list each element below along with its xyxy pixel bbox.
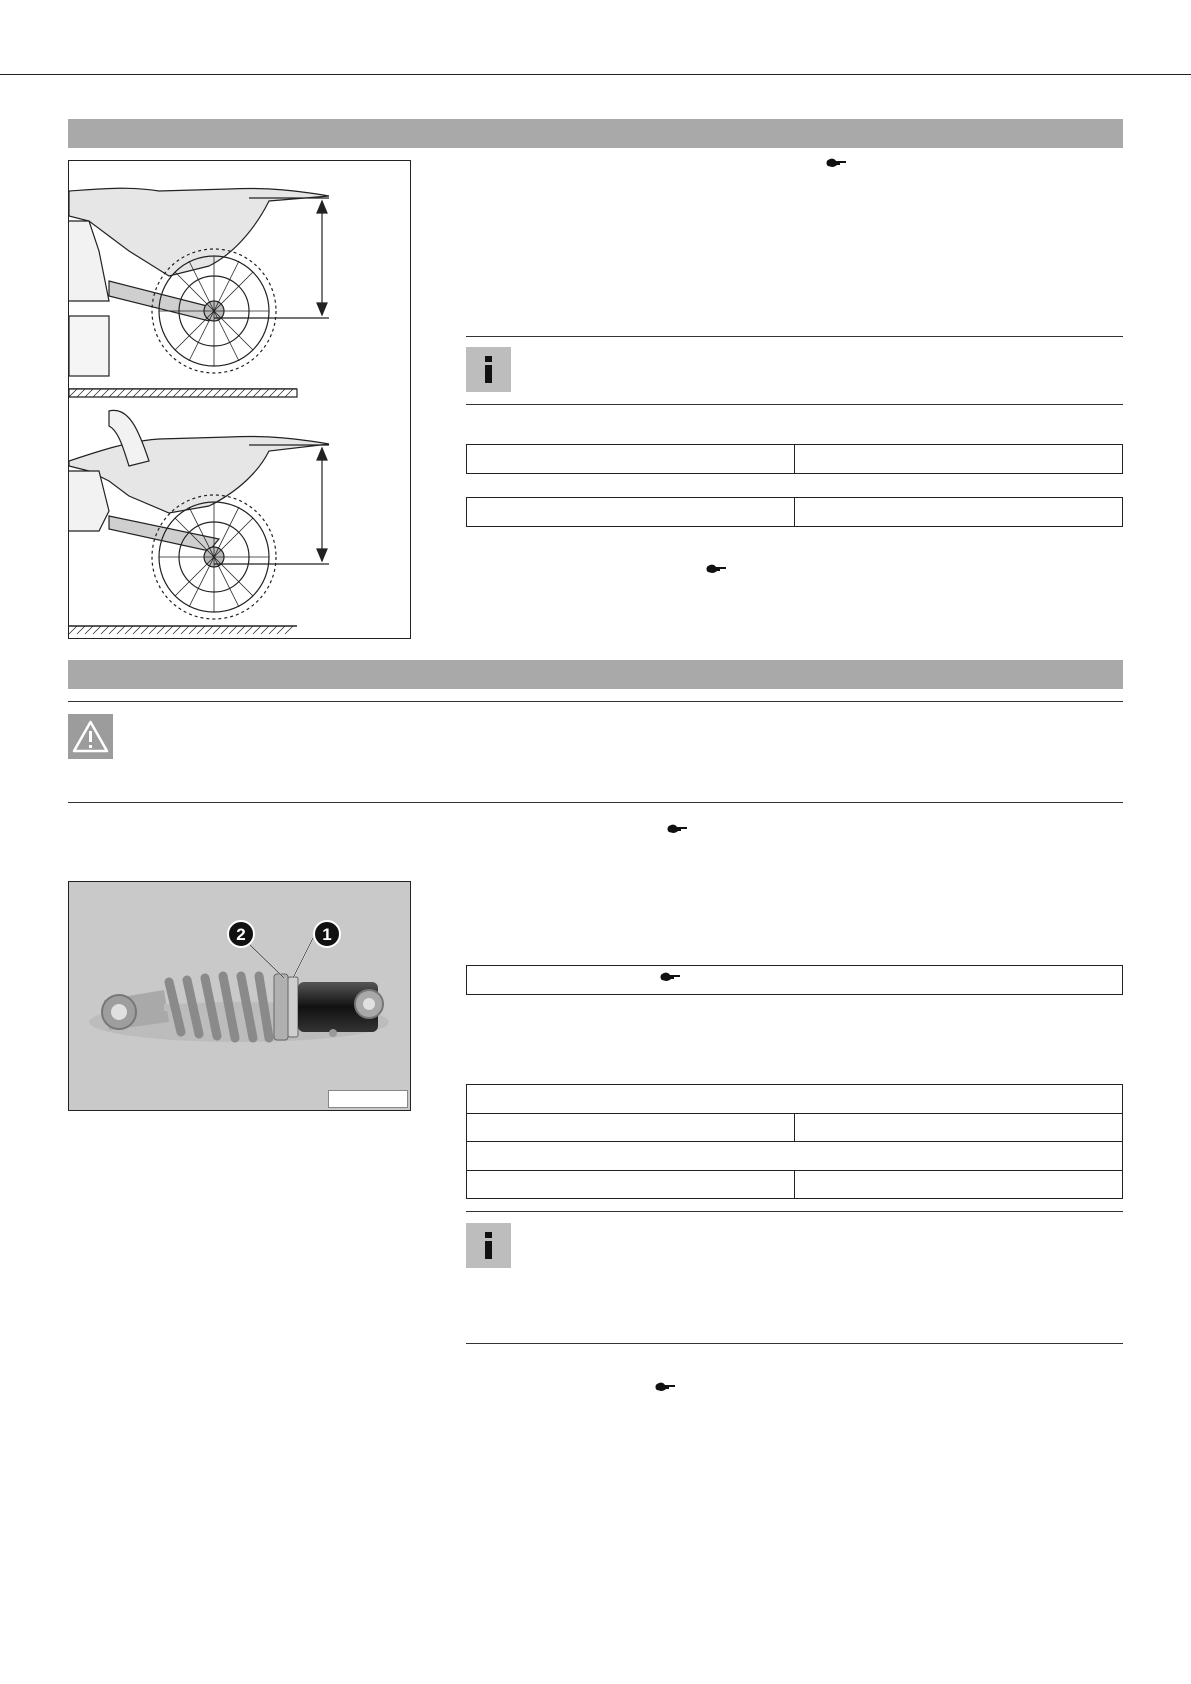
figure-id-label [328, 1090, 408, 1108]
table-row [467, 1170, 1122, 1199]
table-cell [467, 1114, 794, 1142]
table-cell [467, 445, 794, 473]
table-cell [794, 445, 1122, 473]
table-cell [467, 966, 1122, 994]
table-row [467, 498, 1122, 526]
info-top-rule [466, 336, 1123, 337]
spec-table [466, 497, 1123, 527]
callout-label-2: 2 [236, 925, 246, 944]
page-header-rule [0, 74, 1191, 75]
pointing-hand-icon [660, 971, 680, 983]
shock-absorber-image [69, 882, 410, 1110]
pointing-hand-icon [667, 823, 687, 835]
pointing-hand-icon [826, 157, 846, 169]
info-top-rule [466, 1211, 1123, 1212]
section-header-bar [68, 119, 1123, 148]
warning-triangle-icon [68, 714, 113, 759]
warning-top-rule [68, 701, 1123, 702]
table-cell [467, 1171, 794, 1199]
spec-table [466, 1084, 1123, 1199]
spec-table [466, 965, 1123, 995]
shock-absorber-photo [68, 881, 411, 1111]
table-row [467, 966, 1122, 994]
info-icon [466, 347, 511, 392]
pointing-hand-icon [655, 1381, 675, 1393]
table-row [467, 445, 1122, 473]
table-row [467, 1141, 1122, 1170]
spec-table [466, 444, 1123, 474]
table-cell [794, 1114, 1122, 1142]
info-icon [466, 1223, 511, 1268]
callout-label-1: 1 [322, 925, 332, 944]
table-row [467, 1085, 1122, 1113]
table-cell [794, 498, 1122, 526]
info-bottom-rule [466, 404, 1123, 405]
motorcycle-rear-drawing [69, 161, 410, 638]
info-bottom-rule [466, 1343, 1123, 1344]
sag-measurement-figure [68, 160, 411, 639]
table-cell [467, 1085, 1122, 1113]
pointing-hand-icon [706, 563, 726, 575]
section-header-bar [68, 660, 1123, 689]
table-row [467, 1113, 1122, 1142]
table-cell [794, 1171, 1122, 1199]
table-cell [467, 1142, 1122, 1170]
warning-bottom-rule [68, 802, 1123, 803]
table-cell [467, 498, 794, 526]
